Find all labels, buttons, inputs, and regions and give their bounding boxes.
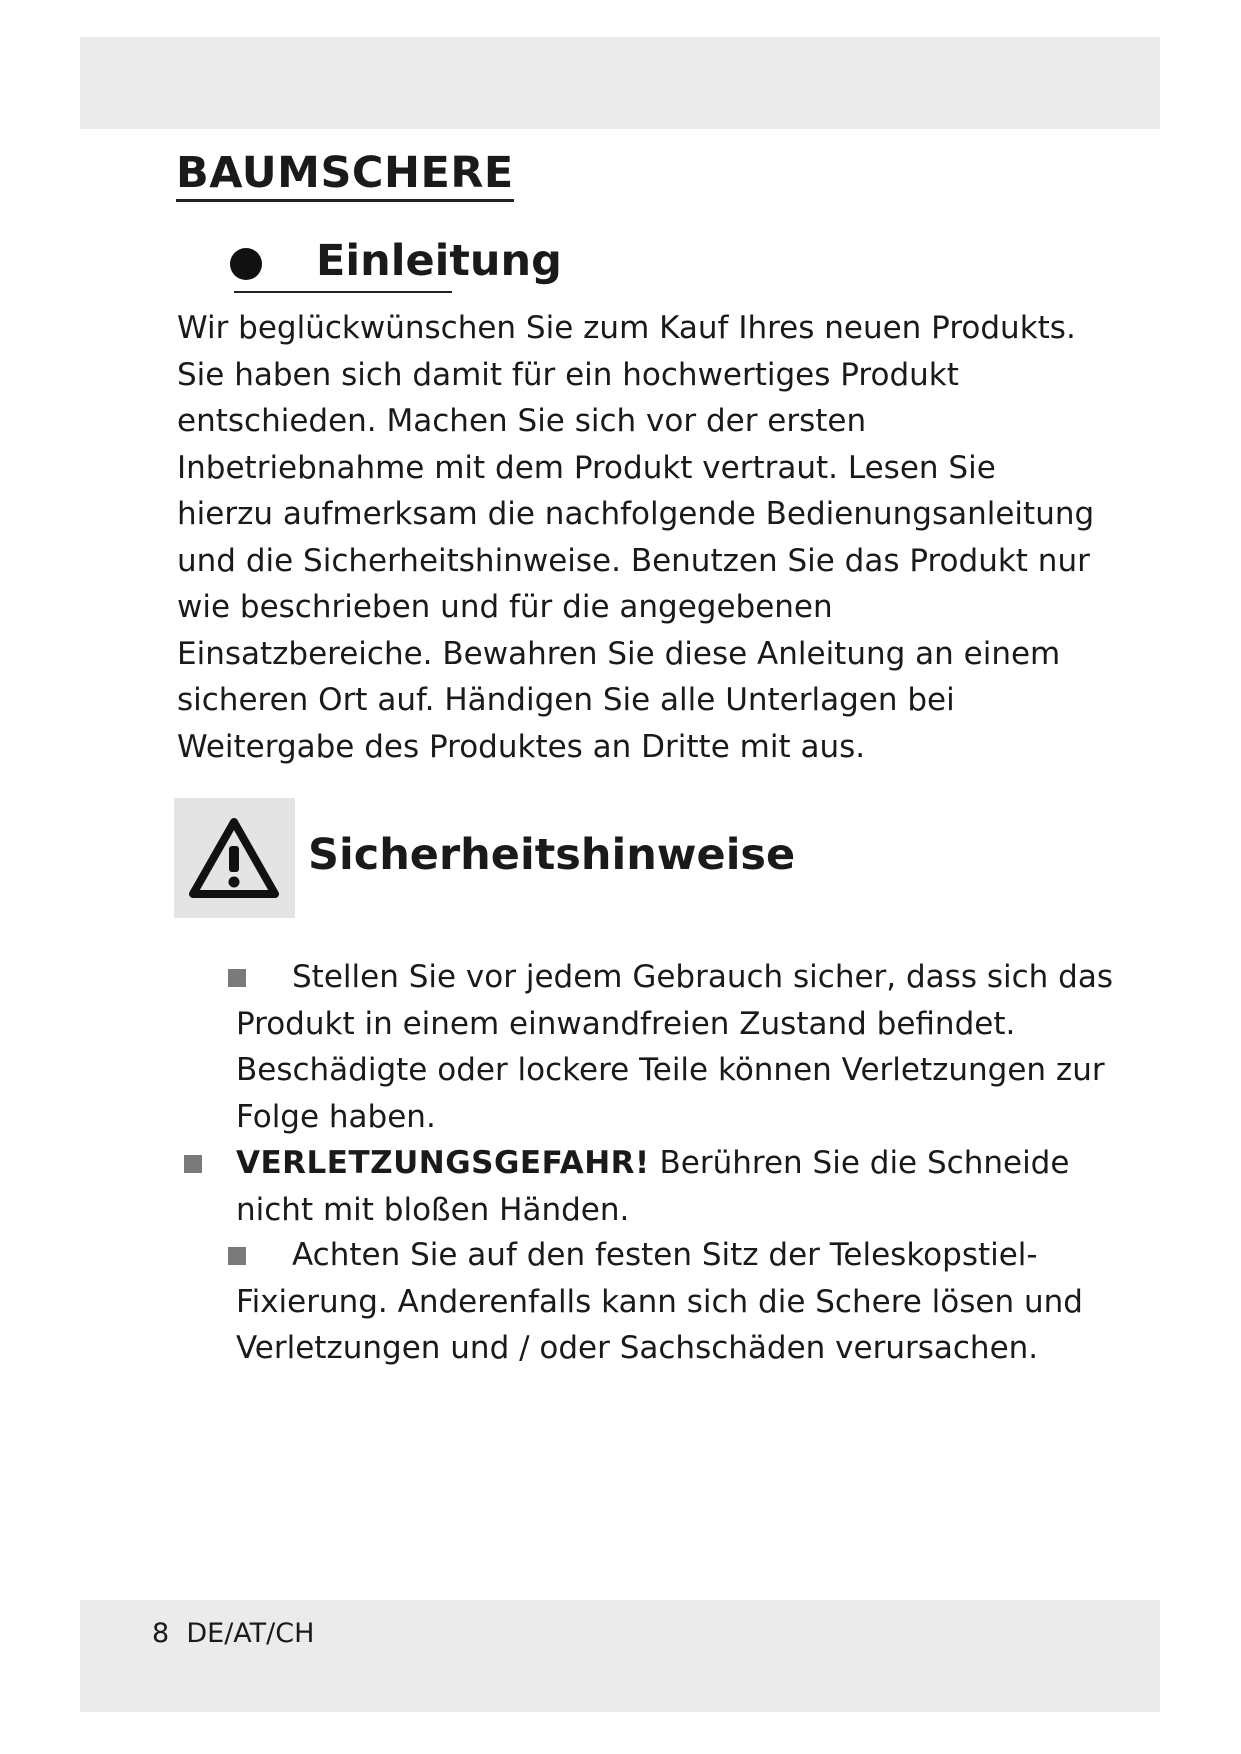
filled-circle-icon <box>230 248 262 280</box>
safety-item <box>236 954 1136 1140</box>
page-footer-band <box>80 1600 1160 1712</box>
intro-paragraph: Wir beglückwünschen Sie zum Kauf Ihres neuen Produkts. Sie haben sich damit für ein hochwertiges Produkt entschieden. Machen Sie sich vor der ersten Inbetriebnahme mit dem Produkt vertraut. Lesen Sie hierzu aufmerksam die nachfolgende Bedienungsanleitung und die Sicherheitshinweise. Benutzen Sie das Produkt nur wie beschrieben und für die angegebenen Einsatzbereiche. Bewahren Sie diese Anleitung an einem sicheren Ort auf. Händigen Sie alle Unterlagen bei Weitergabe des Produktes an Dritte mit aus. <box>177 310 1095 765</box>
safety-item <box>236 1140 1136 1233</box>
intro-heading: Einleitung <box>316 236 562 286</box>
safety-item-body: Berühren Sie die Schneide nicht mit bloßen Händen. <box>236 1145 1070 1228</box>
safety-item-text: Stellen Sie vor jedem Gebrauch sicher, dass sich das Produkt in einem einwandfreien Zustand befindet. Beschädigte oder lockere Teile können Verletzungen zur Folge haben. <box>236 959 1113 1135</box>
page-header-band <box>80 37 1160 129</box>
safety-item-emphasis: VERLETZUNGSGEFAHR! <box>236 1145 650 1181</box>
page-footer-label <box>152 1618 314 1649</box>
warning-icon-box <box>174 798 295 918</box>
warning-triangle-icon <box>188 816 280 900</box>
page-number: 8 <box>152 1618 170 1649</box>
intro-section-header <box>230 236 630 296</box>
document-title: BAUMSCHERE <box>176 150 514 202</box>
square-bullet-icon <box>184 1155 202 1173</box>
safety-item-text: Achten Sie auf den festen Sitz der Teleskopstiel-Fixierung. Anderenfalls kann sich die Schere lösen und Verletzungen und / oder Sachschäden verursachen. <box>236 1237 1083 1366</box>
intro-underline <box>234 291 452 293</box>
safety-heading: Sicherheitshinweise <box>308 830 796 880</box>
safety-item-text <box>236 1140 1136 1233</box>
safety-item <box>236 1232 1136 1372</box>
square-bullet-icon <box>228 1247 246 1265</box>
square-bullet-icon <box>228 969 246 987</box>
locale-label: DE/AT/CH <box>186 1618 315 1649</box>
